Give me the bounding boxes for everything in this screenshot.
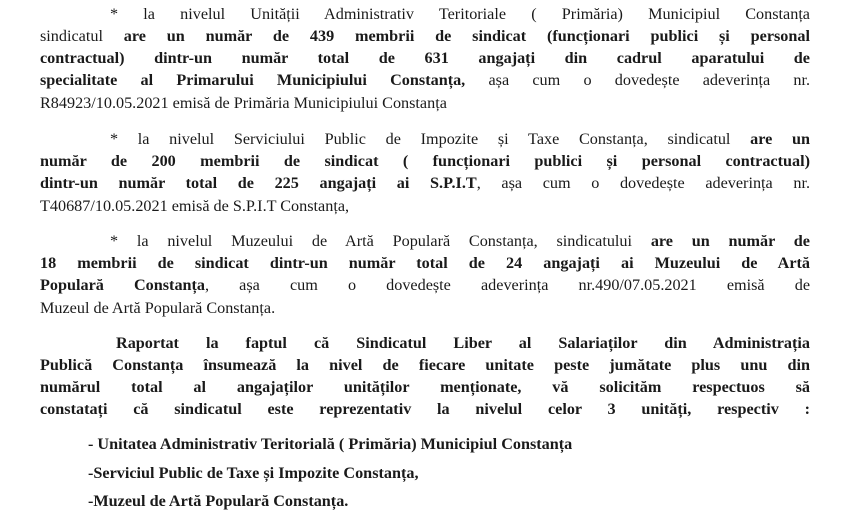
unit-list-item: -Serviciul Public de Taxe și Impozite Constanța, <box>88 464 419 482</box>
para-muzeu-line-4: Muzeul de Artă Populară Constanța. <box>40 299 276 317</box>
para-primaria-line-1: * la nivelul Unității Administrativ Teritoriale ( Primăria) Municipiul Constanța <box>110 5 810 23</box>
para-conclusion-line-2: Publică Constanța însumează la nivel de fiecare unitate peste jumătate plus unu din <box>40 356 810 374</box>
para-muzeu-line-1 <box>110 231 810 251</box>
unit-list-item: - Unitatea Administrativ Teritorială ( Primăria) Municipiul Constanța <box>88 435 573 453</box>
para-primaria-bold: specialitate al Primarului Municipiului Constanța, <box>40 71 466 89</box>
para-spit-line-2: număr de 200 membrii de sindicat ( funcționari publici și personal contractual) <box>40 152 810 170</box>
para-spit-text: , așa cum o dovedește adeverința nr. <box>476 174 811 192</box>
unit-list-item: -Muzeul de Artă Populară Constanța. <box>88 492 349 510</box>
para-primaria-line-2 <box>40 26 810 46</box>
para-spit-line-1 <box>110 129 810 149</box>
para-spit-bold: are un <box>750 130 810 148</box>
para-muzeu-text: , așa cum o dovedește adeverința nr.490/07.05.2021 emisă de <box>205 276 810 294</box>
para-conclusion-line-3: numărul total al angajaților unităților menționate, vă solicităm respectuos să <box>40 378 810 396</box>
para-primaria-bold: are un număr de 439 membrii de sindicat (funcționari publici și personal <box>123 27 810 45</box>
para-conclusion-line-4: constatați că sindicatul este reprezentativ la nivelul celor 3 unități, respectiv : <box>40 400 810 418</box>
para-muzeu-line-3 <box>40 275 810 295</box>
para-spit-bold: dintr-un număr total de 225 angajați ai S.P.I.T <box>40 174 477 192</box>
para-primaria-line-3: contractual) dintr-un număr total de 631 angajați din cadrul aparatului de <box>40 49 810 67</box>
para-muzeu-bold: are un număr de <box>650 232 810 250</box>
para-primaria-line-5: R84923/10.05.2021 emisă de Primăria Municipiului Constanța <box>40 94 447 112</box>
para-primaria-line-4 <box>40 70 810 90</box>
para-muzeu-bold: Populară Constanța <box>40 276 206 294</box>
para-muzeu-text: * la nivelul Muzeului de Artă Populară Constanța, sindicatului <box>110 232 651 250</box>
para-primaria-text: așa cum o dovedește adeverința nr. <box>465 71 811 89</box>
para-spit-text: * la nivelul Serviciului Public de Impozite și Taxe Constanța, sindicatul <box>110 130 751 148</box>
para-primaria-text: sindicatul <box>40 27 124 45</box>
para-spit-line-3 <box>40 173 810 193</box>
para-spit-line-4: T40687/10.05.2021 emisă de S.P.I.T Constanța, <box>40 197 350 215</box>
para-conclusion-line-1: Raportat la faptul că Sindicatul Liber al Salariaților din Administrația <box>116 334 810 352</box>
para-muzeu-line-2: 18 membrii de sindicat dintr-un număr total de 24 angajați ai Muzeului de Artă <box>40 254 810 272</box>
